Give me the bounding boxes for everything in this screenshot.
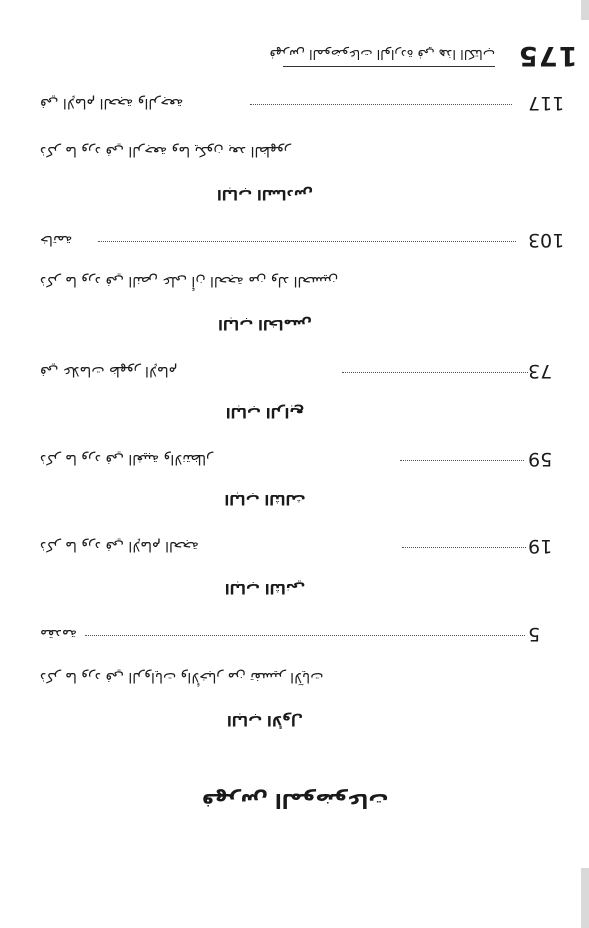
toc-leader-dots: [402, 547, 526, 548]
toc-entry[interactable]: [40, 534, 560, 558]
toc-page-number: 19: [528, 535, 553, 557]
toc-entry[interactable]: [40, 228, 565, 252]
toc-leader-dots: [342, 372, 528, 373]
section-description: ذكر ما ورد في الروايات والأخبار من تفسير الآيات: [40, 669, 324, 685]
toc-leader-dots: [400, 460, 524, 461]
toc-page-number: 5: [528, 623, 541, 645]
section-description: ذكر ما ورد في النص على أن الحجة من ولد الحسين: [40, 273, 339, 289]
page-number: 175: [518, 40, 578, 71]
section-title: الباب الثاني: [224, 580, 306, 596]
section-title: الباب الأول: [226, 712, 304, 728]
toc-entry-label: في الإمام الحجة والرجعة: [40, 95, 184, 111]
toc-entry-label: ذكر ما ورد في الإمام الحجة: [40, 538, 199, 554]
toc-entry-label: ذكر ما ورد في الغيبة والانتظار: [40, 451, 213, 467]
toc-leader-dots: [98, 241, 516, 242]
section-title: الباب الخامس: [218, 316, 312, 332]
toc-leader-dots: [250, 104, 512, 105]
running-header: فهرس الموضوعات الواردة في هذا الكتاب: [269, 46, 495, 61]
section-title: الباب الرابع: [225, 404, 305, 420]
toc-entry-label: في علامات ظهور الإمام: [40, 363, 178, 379]
toc-entry[interactable]: [40, 359, 560, 383]
toc-page-number: 59: [528, 448, 553, 470]
toc-leader-dots: [85, 635, 525, 636]
header-rule: [283, 66, 495, 67]
contents-heading: فهرس الموضوعات: [201, 789, 389, 813]
toc-entry-label: خاتمة: [40, 232, 73, 248]
toc-page-number: 103: [528, 229, 565, 251]
section-description: ذكر ما ورد في الرجعة وما يكون بعد الظهور: [40, 143, 291, 159]
toc-entry[interactable]: [40, 91, 565, 115]
page-edge-bottom: [581, 868, 589, 928]
section-title: الباب السادس: [216, 186, 314, 202]
toc-entry[interactable]: [40, 622, 560, 646]
toc-entry-label: مقدمة: [40, 626, 77, 642]
section-title: الباب الثالث: [224, 491, 306, 507]
toc-page-number: 117: [528, 92, 565, 114]
toc-entry[interactable]: [40, 447, 560, 471]
toc-page-number: 73: [528, 360, 553, 382]
page-edge-top: [581, 0, 589, 20]
